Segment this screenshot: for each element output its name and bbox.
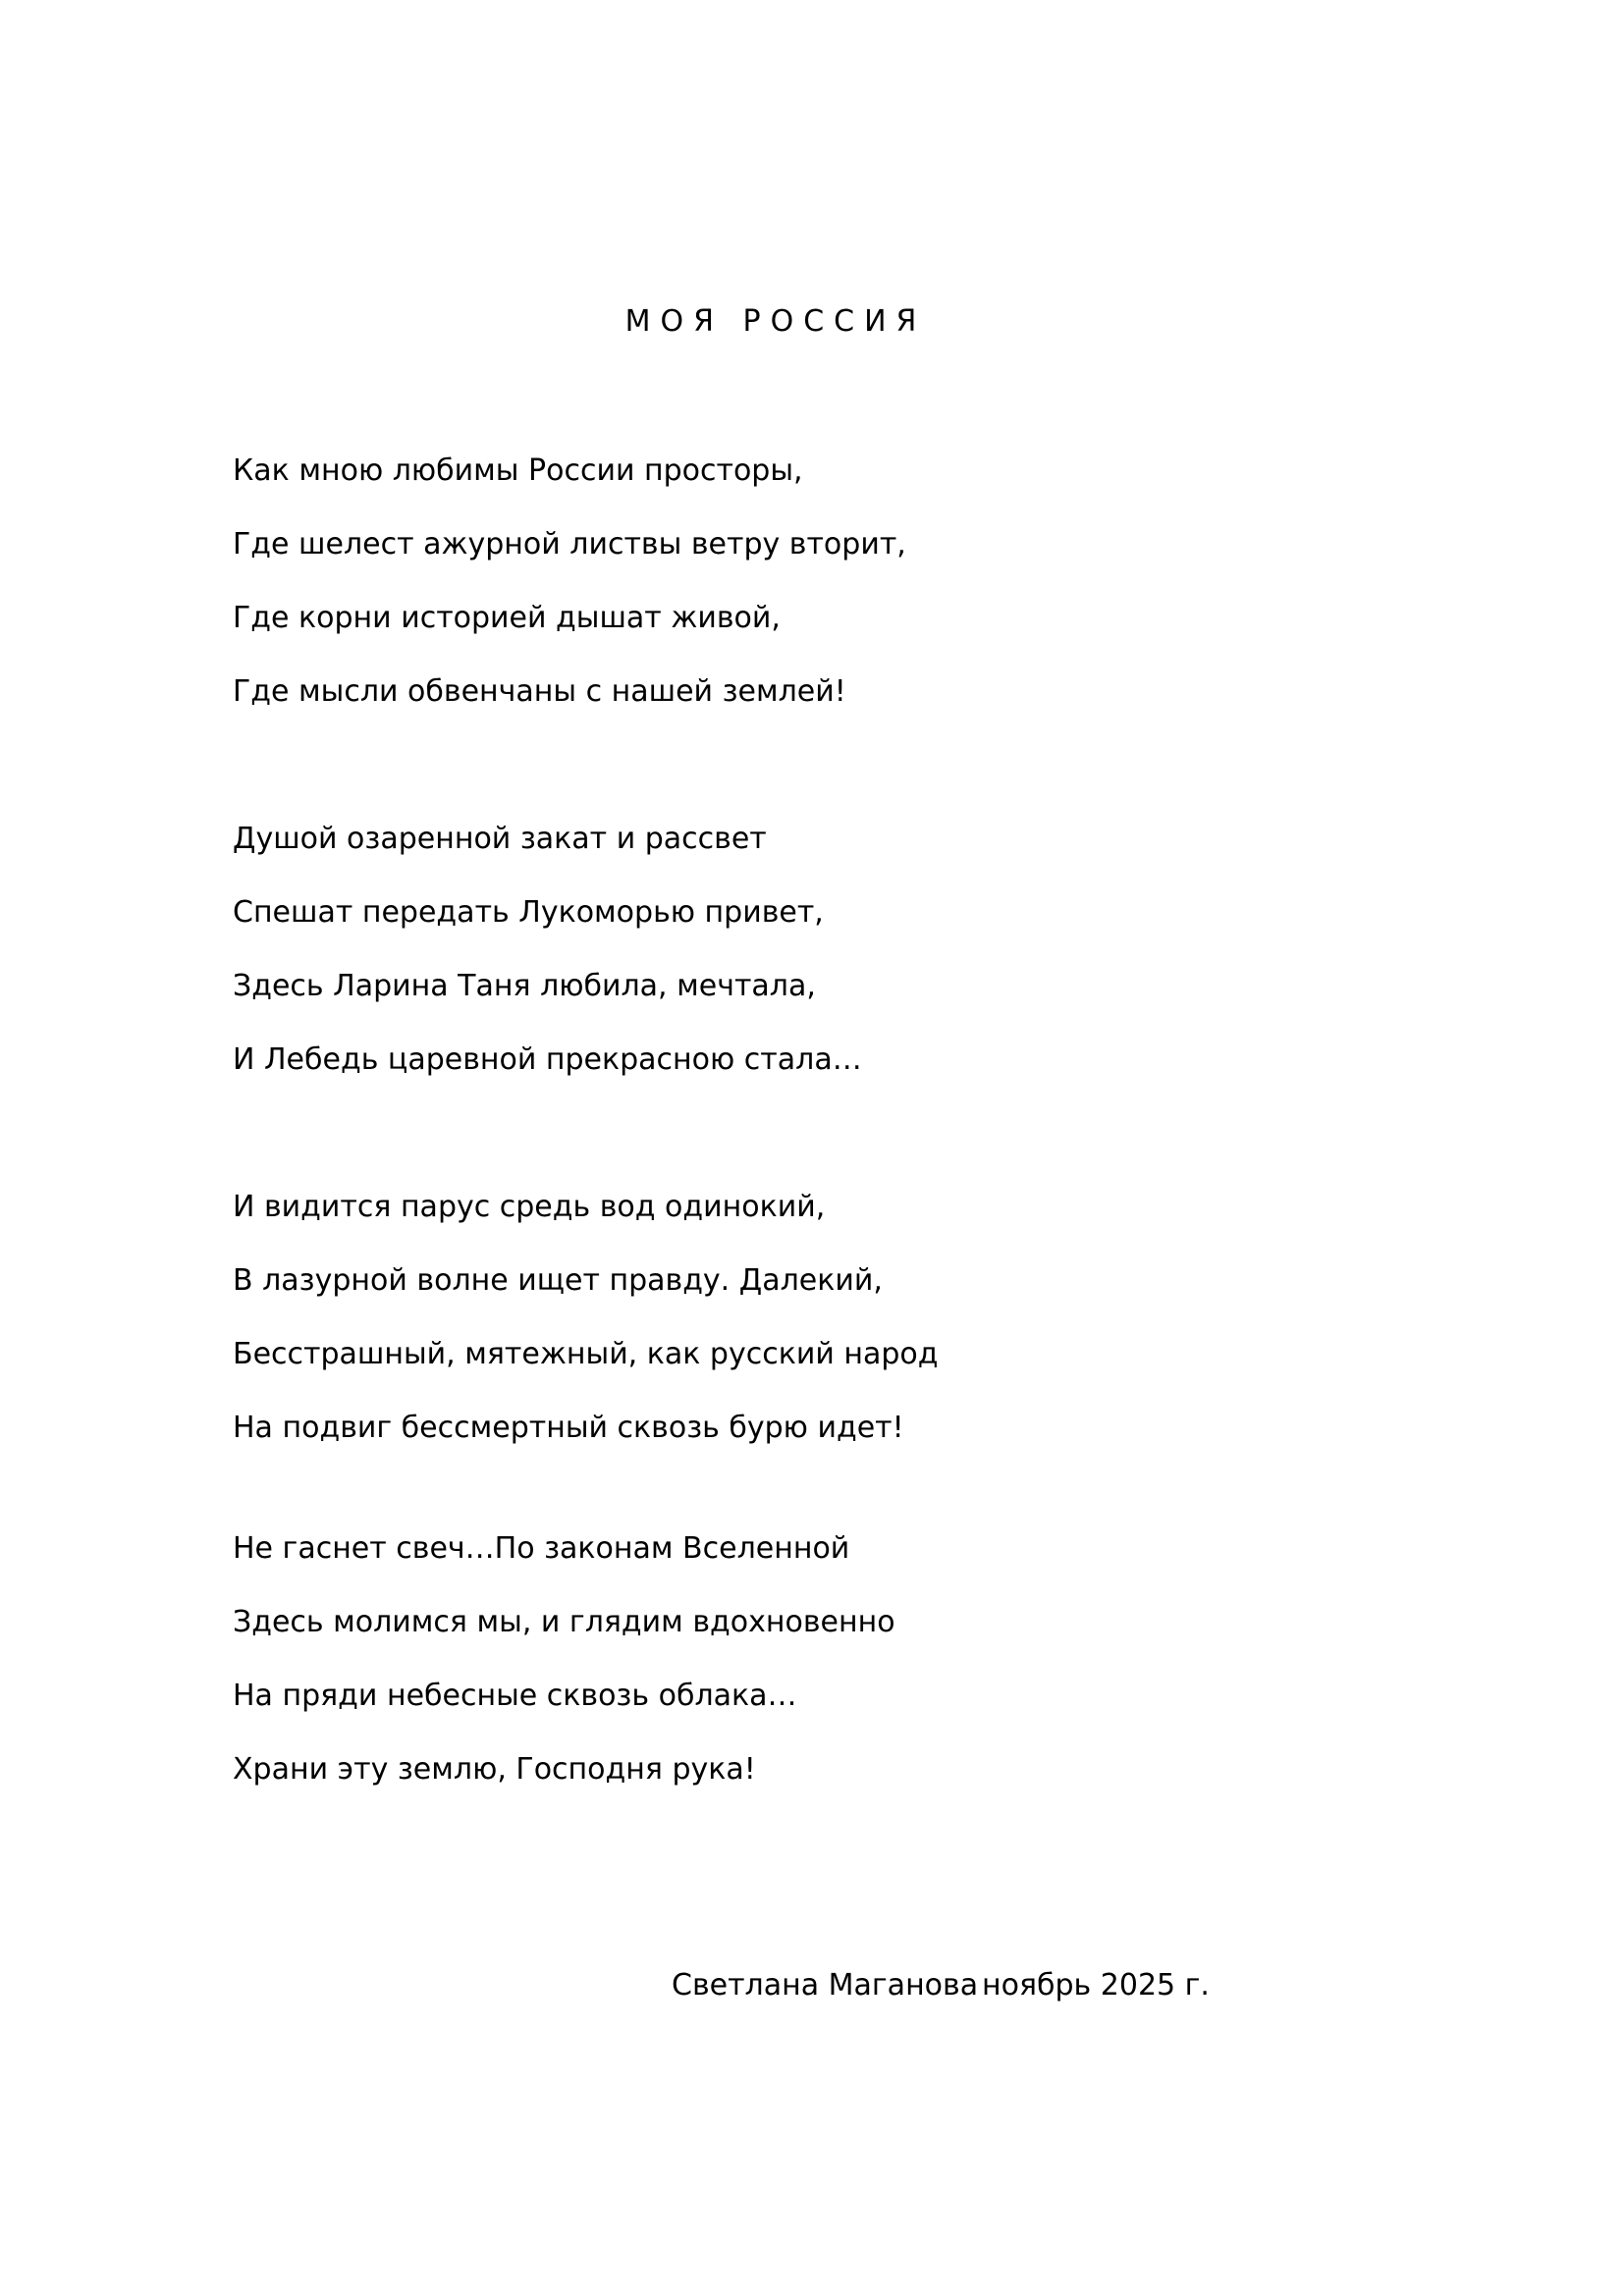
poem-line: И видится парус средь вод одинокий,: [233, 1190, 826, 1224]
poem-line: Бесстрашный, мятежный, как русский народ: [233, 1337, 939, 1371]
stanza-3: [233, 1170, 1411, 1465]
poem-line: Здесь Ларина Таня любила, мечтала,: [233, 969, 816, 1003]
poem-line: Где шелест ажурной листвы ветру вторит,: [233, 527, 906, 561]
poem-title: МОЯ РОССИЯ: [624, 304, 927, 339]
poem-line: Храни эту землю, Господня рука!: [233, 1752, 756, 1787]
poem-line: На подвиг бессмертный сквозь бурю идет!: [233, 1411, 904, 1445]
poem-line: Здесь молимся мы, и глядим вдохновенно: [233, 1605, 895, 1639]
poem-line: Как мною любимы России просторы,: [233, 454, 803, 488]
poem-line: И Лебедь царевной прекрасною стала…: [233, 1042, 862, 1077]
poem-line: Душой озаренной закат и рассвет: [233, 822, 767, 856]
poem-line: Где мысли обвенчаны с нашей землей!: [233, 674, 846, 709]
signature-author: Светлана Маганова: [672, 1968, 979, 2002]
poem-line: В лазурной волне ищет правду. Далекий,: [233, 1263, 883, 1298]
poem-line: Не гаснет свеч…По законам Вселенной: [233, 1531, 850, 1566]
stanza-4: [233, 1512, 1411, 1806]
poem-line: Спешат передать Лукоморью привет,: [233, 895, 824, 930]
poem-line: Где корни историей дышат живой,: [233, 601, 781, 635]
signature-date: ноябрь 2025 г.: [982, 1968, 1210, 2002]
stanza-2: [233, 802, 1411, 1096]
stanza-1: [233, 434, 1411, 728]
poem-line: На пряди небесные сквозь облака…: [233, 1679, 797, 1713]
